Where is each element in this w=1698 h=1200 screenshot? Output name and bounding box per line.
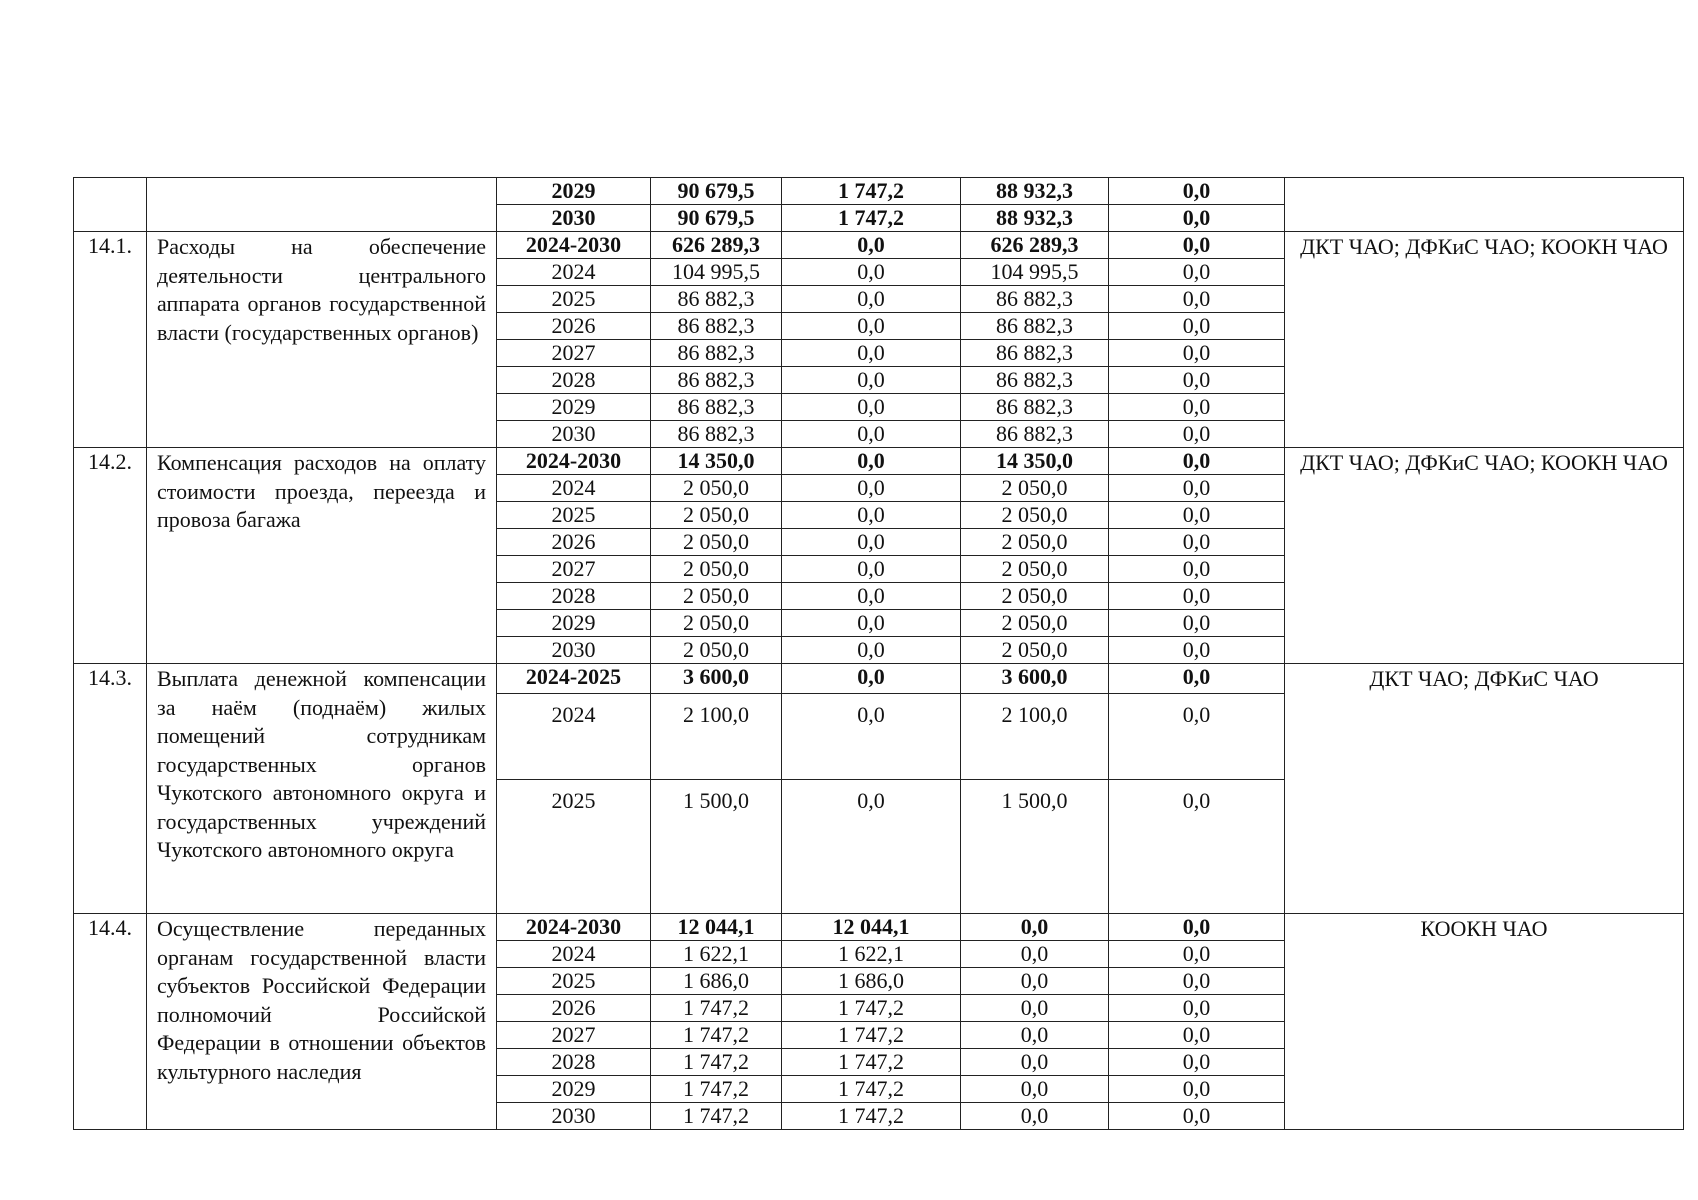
other-cell: 0,0 [1109, 941, 1285, 968]
year-cell: 2026 [497, 529, 651, 556]
federal-cell: 12 044,1 [782, 914, 961, 941]
year-cell: 2025 [497, 968, 651, 995]
federal-cell: 0,0 [782, 232, 961, 259]
year-cell: 2029 [497, 394, 651, 421]
federal-cell: 1 747,2 [782, 1103, 961, 1130]
other-cell: 0,0 [1109, 178, 1285, 205]
other-cell: 0,0 [1109, 610, 1285, 637]
total-cell: 86 882,3 [651, 340, 782, 367]
responsible-executor: КООКН ЧАО [1285, 914, 1684, 1130]
regional-cell: 86 882,3 [961, 421, 1109, 448]
year-cell: 2024 [497, 941, 651, 968]
year-cell: 2027 [497, 556, 651, 583]
federal-cell: 0,0 [782, 313, 961, 340]
regional-cell: 88 932,3 [961, 178, 1109, 205]
year-cell: 2030 [497, 421, 651, 448]
federal-cell: 0,0 [782, 664, 961, 694]
row-name-cell [147, 178, 497, 232]
total-cell: 626 289,3 [651, 232, 782, 259]
year-cell: 2027 [497, 1022, 651, 1049]
other-cell: 0,0 [1109, 205, 1285, 232]
regional-cell: 0,0 [961, 914, 1109, 941]
regional-cell: 2 100,0 [961, 694, 1109, 780]
total-cell: 86 882,3 [651, 286, 782, 313]
regional-cell: 0,0 [961, 1049, 1109, 1076]
total-cell: 1 747,2 [651, 1103, 782, 1130]
federal-cell: 0,0 [782, 502, 961, 529]
total-cell: 86 882,3 [651, 394, 782, 421]
regional-cell: 2 050,0 [961, 610, 1109, 637]
regional-cell: 0,0 [961, 941, 1109, 968]
other-cell: 0,0 [1109, 394, 1285, 421]
section-number: 14.4. [74, 914, 147, 1130]
total-cell: 1 747,2 [651, 995, 782, 1022]
total-cell: 1 747,2 [651, 1076, 782, 1103]
total-cell: 2 050,0 [651, 583, 782, 610]
year-cell: 2029 [497, 178, 651, 205]
year-cell: 2025 [497, 502, 651, 529]
total-cell: 1 686,0 [651, 968, 782, 995]
section-number: 14.1. [74, 232, 147, 448]
federal-cell: 0,0 [782, 340, 961, 367]
federal-cell: 0,0 [782, 448, 961, 475]
section-name: Осуществление переданных органам государственной власти субъектов Российской Федерации полномочий Российской Федерации в отношении объектов культурного наследия [147, 914, 497, 1130]
table-row [74, 664, 1684, 694]
total-cell: 90 679,5 [651, 178, 782, 205]
regional-cell: 14 350,0 [961, 448, 1109, 475]
federal-cell: 1 747,2 [782, 205, 961, 232]
responsible-executor: ДКТ ЧАО; ДФКиС ЧАО; КООКН ЧАО [1285, 448, 1684, 664]
federal-cell: 0,0 [782, 694, 961, 780]
total-cell: 86 882,3 [651, 313, 782, 340]
other-cell: 0,0 [1109, 232, 1285, 259]
total-cell: 2 050,0 [651, 502, 782, 529]
regional-cell: 88 932,3 [961, 205, 1109, 232]
federal-cell: 0,0 [782, 529, 961, 556]
year-cell: 2024 [497, 475, 651, 502]
budget-table [73, 177, 1684, 1130]
row-number-cell [74, 178, 147, 232]
responsible-cell [1285, 178, 1684, 232]
year-cell: 2025 [497, 780, 651, 914]
year-cell: 2026 [497, 313, 651, 340]
other-cell: 0,0 [1109, 421, 1285, 448]
federal-cell: 1 747,2 [782, 178, 961, 205]
total-cell: 1 622,1 [651, 941, 782, 968]
regional-cell: 1 500,0 [961, 780, 1109, 914]
section-name: Расходы на обеспечение деятельности центрального аппарата органов государственной власти (государственных органов) [147, 232, 497, 448]
year-cell: 2028 [497, 583, 651, 610]
federal-cell: 0,0 [782, 394, 961, 421]
other-cell: 0,0 [1109, 694, 1285, 780]
federal-cell: 0,0 [782, 583, 961, 610]
section-number: 14.3. [74, 664, 147, 914]
regional-cell: 104 995,5 [961, 259, 1109, 286]
total-cell: 1 500,0 [651, 780, 782, 914]
other-cell: 0,0 [1109, 968, 1285, 995]
federal-cell: 0,0 [782, 367, 961, 394]
year-cell: 2029 [497, 1076, 651, 1103]
other-cell: 0,0 [1109, 340, 1285, 367]
year-cell: 2030 [497, 637, 651, 664]
year-cell: 2028 [497, 1049, 651, 1076]
federal-cell: 0,0 [782, 637, 961, 664]
other-cell: 0,0 [1109, 286, 1285, 313]
year-cell: 2030 [497, 1103, 651, 1130]
year-cell: 2024 [497, 694, 651, 780]
federal-cell: 0,0 [782, 556, 961, 583]
year-cell: 2024-2025 [497, 664, 651, 694]
regional-cell: 86 882,3 [961, 394, 1109, 421]
total-cell: 86 882,3 [651, 367, 782, 394]
total-cell: 1 747,2 [651, 1022, 782, 1049]
total-cell: 2 050,0 [651, 475, 782, 502]
responsible-executor: ДКТ ЧАО; ДФКиС ЧАО [1285, 664, 1684, 914]
year-cell: 2027 [497, 340, 651, 367]
other-cell: 0,0 [1109, 995, 1285, 1022]
regional-cell: 0,0 [961, 968, 1109, 995]
federal-cell: 0,0 [782, 286, 961, 313]
year-cell: 2029 [497, 610, 651, 637]
section-name: Компенсация расходов на оплату стоимости проезда, переезда и провоза багажа [147, 448, 497, 664]
total-cell: 2 050,0 [651, 529, 782, 556]
total-cell: 14 350,0 [651, 448, 782, 475]
other-cell: 0,0 [1109, 637, 1285, 664]
section-name: Выплата денежной компенсации за наём (поднаём) жилых помещений сотрудникам государственных органов Чукотского автономного округа и государственных учреждений Чукотского автономного округа [147, 664, 497, 914]
federal-cell: 0,0 [782, 259, 961, 286]
regional-cell: 0,0 [961, 995, 1109, 1022]
total-cell: 2 100,0 [651, 694, 782, 780]
other-cell: 0,0 [1109, 780, 1285, 914]
total-cell: 104 995,5 [651, 259, 782, 286]
year-cell: 2026 [497, 995, 651, 1022]
regional-cell: 0,0 [961, 1022, 1109, 1049]
federal-cell: 0,0 [782, 610, 961, 637]
total-cell: 3 600,0 [651, 664, 782, 694]
total-cell: 2 050,0 [651, 610, 782, 637]
other-cell: 0,0 [1109, 475, 1285, 502]
federal-cell: 1 747,2 [782, 995, 961, 1022]
other-cell: 0,0 [1109, 556, 1285, 583]
regional-cell: 3 600,0 [961, 664, 1109, 694]
other-cell: 0,0 [1109, 914, 1285, 941]
regional-cell: 86 882,3 [961, 367, 1109, 394]
other-cell: 0,0 [1109, 313, 1285, 340]
regional-cell: 2 050,0 [961, 637, 1109, 664]
other-cell: 0,0 [1109, 664, 1285, 694]
regional-cell: 0,0 [961, 1103, 1109, 1130]
total-cell: 2 050,0 [651, 556, 782, 583]
other-cell: 0,0 [1109, 529, 1285, 556]
federal-cell: 1 747,2 [782, 1049, 961, 1076]
year-cell: 2030 [497, 205, 651, 232]
regional-cell: 86 882,3 [961, 340, 1109, 367]
responsible-executor: ДКТ ЧАО; ДФКиС ЧАО; КООКН ЧАО [1285, 232, 1684, 448]
total-cell: 86 882,3 [651, 421, 782, 448]
federal-cell: 0,0 [782, 780, 961, 914]
federal-cell: 1 747,2 [782, 1022, 961, 1049]
other-cell: 0,0 [1109, 448, 1285, 475]
federal-cell: 0,0 [782, 475, 961, 502]
year-cell: 2028 [497, 367, 651, 394]
regional-cell: 86 882,3 [961, 313, 1109, 340]
other-cell: 0,0 [1109, 367, 1285, 394]
regional-cell: 2 050,0 [961, 556, 1109, 583]
federal-cell: 1 686,0 [782, 968, 961, 995]
federal-cell: 1 747,2 [782, 1076, 961, 1103]
total-cell: 1 747,2 [651, 1049, 782, 1076]
year-cell: 2024-2030 [497, 448, 651, 475]
regional-cell: 626 289,3 [961, 232, 1109, 259]
regional-cell: 2 050,0 [961, 502, 1109, 529]
federal-cell: 1 622,1 [782, 941, 961, 968]
table-row [74, 448, 1684, 475]
year-cell: 2024 [497, 259, 651, 286]
year-cell: 2024-2030 [497, 232, 651, 259]
section-number: 14.2. [74, 448, 147, 664]
regional-cell: 2 050,0 [961, 475, 1109, 502]
other-cell: 0,0 [1109, 259, 1285, 286]
regional-cell: 0,0 [961, 1076, 1109, 1103]
table-row [74, 232, 1684, 259]
other-cell: 0,0 [1109, 502, 1285, 529]
regional-cell: 2 050,0 [961, 583, 1109, 610]
regional-cell: 2 050,0 [961, 529, 1109, 556]
other-cell: 0,0 [1109, 1103, 1285, 1130]
federal-cell: 0,0 [782, 421, 961, 448]
year-cell: 2025 [497, 286, 651, 313]
other-cell: 0,0 [1109, 583, 1285, 610]
total-cell: 90 679,5 [651, 205, 782, 232]
total-cell: 2 050,0 [651, 637, 782, 664]
year-cell: 2024-2030 [497, 914, 651, 941]
table-row [74, 178, 1684, 205]
regional-cell: 86 882,3 [961, 286, 1109, 313]
other-cell: 0,0 [1109, 1022, 1285, 1049]
other-cell: 0,0 [1109, 1076, 1285, 1103]
table-row [74, 914, 1684, 941]
total-cell: 12 044,1 [651, 914, 782, 941]
other-cell: 0,0 [1109, 1049, 1285, 1076]
